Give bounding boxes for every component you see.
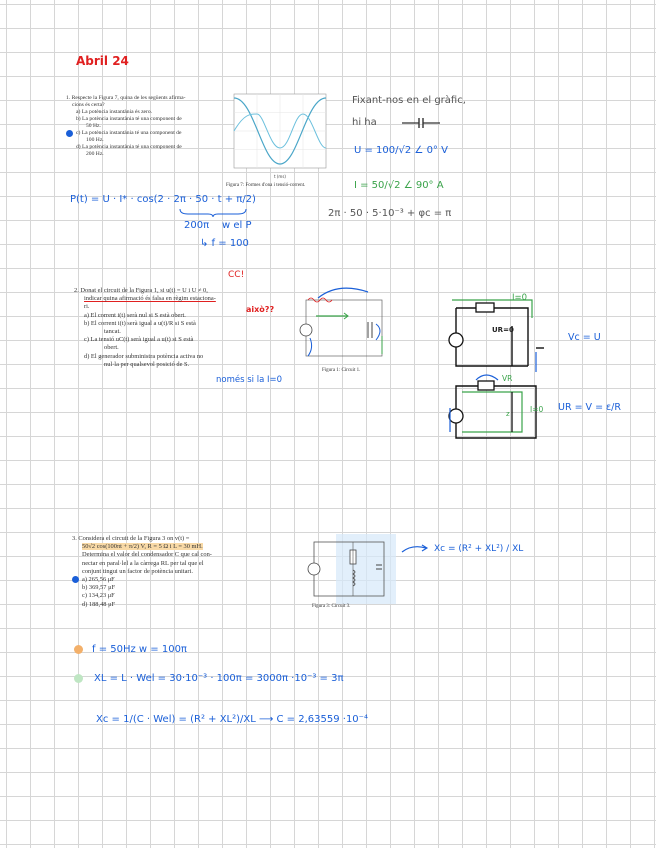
note-gray-2: hi ha [352,117,377,128]
arrow-to-formula [400,542,430,556]
figure-3-caption: Figura 3: Circuit 3. [312,604,351,609]
note-vr: VR [502,374,513,383]
note-ur0: UR=0 [492,326,514,334]
bullet-green [74,674,83,683]
power-equation: P(t) = U · I* · cos(2 · 2π · 50 · t + π/2) [70,194,256,205]
date-note: Abril 24 [76,54,129,68]
note-nomes: només si la I=0 [216,375,283,385]
figure-7-plot [224,90,328,182]
figure-1-caption: Figura 1: Circuit 1. [322,368,361,373]
note-xl: XL = L · Wel = 30·10⁻³ · 100π = 3000π ·10⁻³ = 3π [94,673,344,684]
underbrace [178,207,248,217]
sketch-circuits [436,288,566,456]
phase-equation: 2π · 50 · 5·10⁻³ + φc = π [328,208,452,219]
question-2-text: 2. Donat el circuit de la Figura 1, si u(t) = U i U ≠ 0, indicar quina afirmació és falsa en règim estaciona- ri. a) El corrent i(t) serà nul si S està obert. b) El corrent i(t) serà igual a u(t)/R si S està tancat. c) La tensió uC(t) serà igual a u(t) si S està obert. d) El generador subministra potència activa no nul·la per qualsevol posició de S. [74,287,216,368]
q1-selected-option: c) La potència instantània té una component de [76,130,218,137]
question-3-text: 3. Considera el circuit de la Figura 3 on v(t) = 50√2 cos(100πt + π/2) V, R = 5 Ω i L = 30 mH. Determina el valor del condensador C que cal con- nectar en paral·lel a la càrrega RL per tal que el conjunt tingui un factor de potència unitari. a) 265,56 μF b) 369,57 μF c) 134,23 μF d) 188,48 μF [72,535,282,609]
capacitor-symbol [402,117,442,129]
figure-3-circuit [300,532,400,606]
svg-text:t (ms): t (ms) [274,174,286,179]
note-ur: UR = V = ε/R [558,402,621,413]
note-wel: w el P [222,220,252,231]
figure-1-circuit [288,286,398,370]
voltage-phasor: U = 100/√2 ∠ 0° V [354,145,448,156]
figure-7-caption: Figura 7: Formes d'ona i tensió-corrent. [226,183,306,188]
note-f100: ↳ f = 100 [200,238,249,249]
note-i0-top: I=0 [512,293,528,303]
q3-selected-option: a) 265,56 μF [82,576,282,584]
note-i0-bottom: I=0 [530,405,544,414]
selected-option-marker [66,130,73,137]
bullet-orange [74,645,83,654]
note-f-w: f = 50Hz w = 100π [92,644,187,655]
question-1-text: 1. Respecte la Figura 7, quina de les següents afirma- cions és certa? a) La potència instantània és zero. b) La potència instantània té una component de 50 Hz. c) La potència instantània té una component de 100 Hz. d) La potència instantània té una component de 200 Hz. [66,95,218,158]
selected-option-marker [72,576,79,583]
note-cc: CC! [228,270,245,280]
note-200pi: 200π [184,220,210,231]
note-xc-final: Xc = 1/(C · Wel) = (R² + XL²)/XL ⟶ C = 2,63559 ·10⁻⁴ [96,714,368,725]
note-vc: Vc = U [568,332,601,343]
note-z: z [506,410,510,418]
xc-formula: Xc = (R² + XL²) / XL [434,544,524,554]
note-aixo: això?? [246,305,275,314]
note-gray-1: Fixant-nos en el gràfic, [352,95,466,106]
current-phasor: I = 50/√2 ∠ 90° A [354,180,444,191]
